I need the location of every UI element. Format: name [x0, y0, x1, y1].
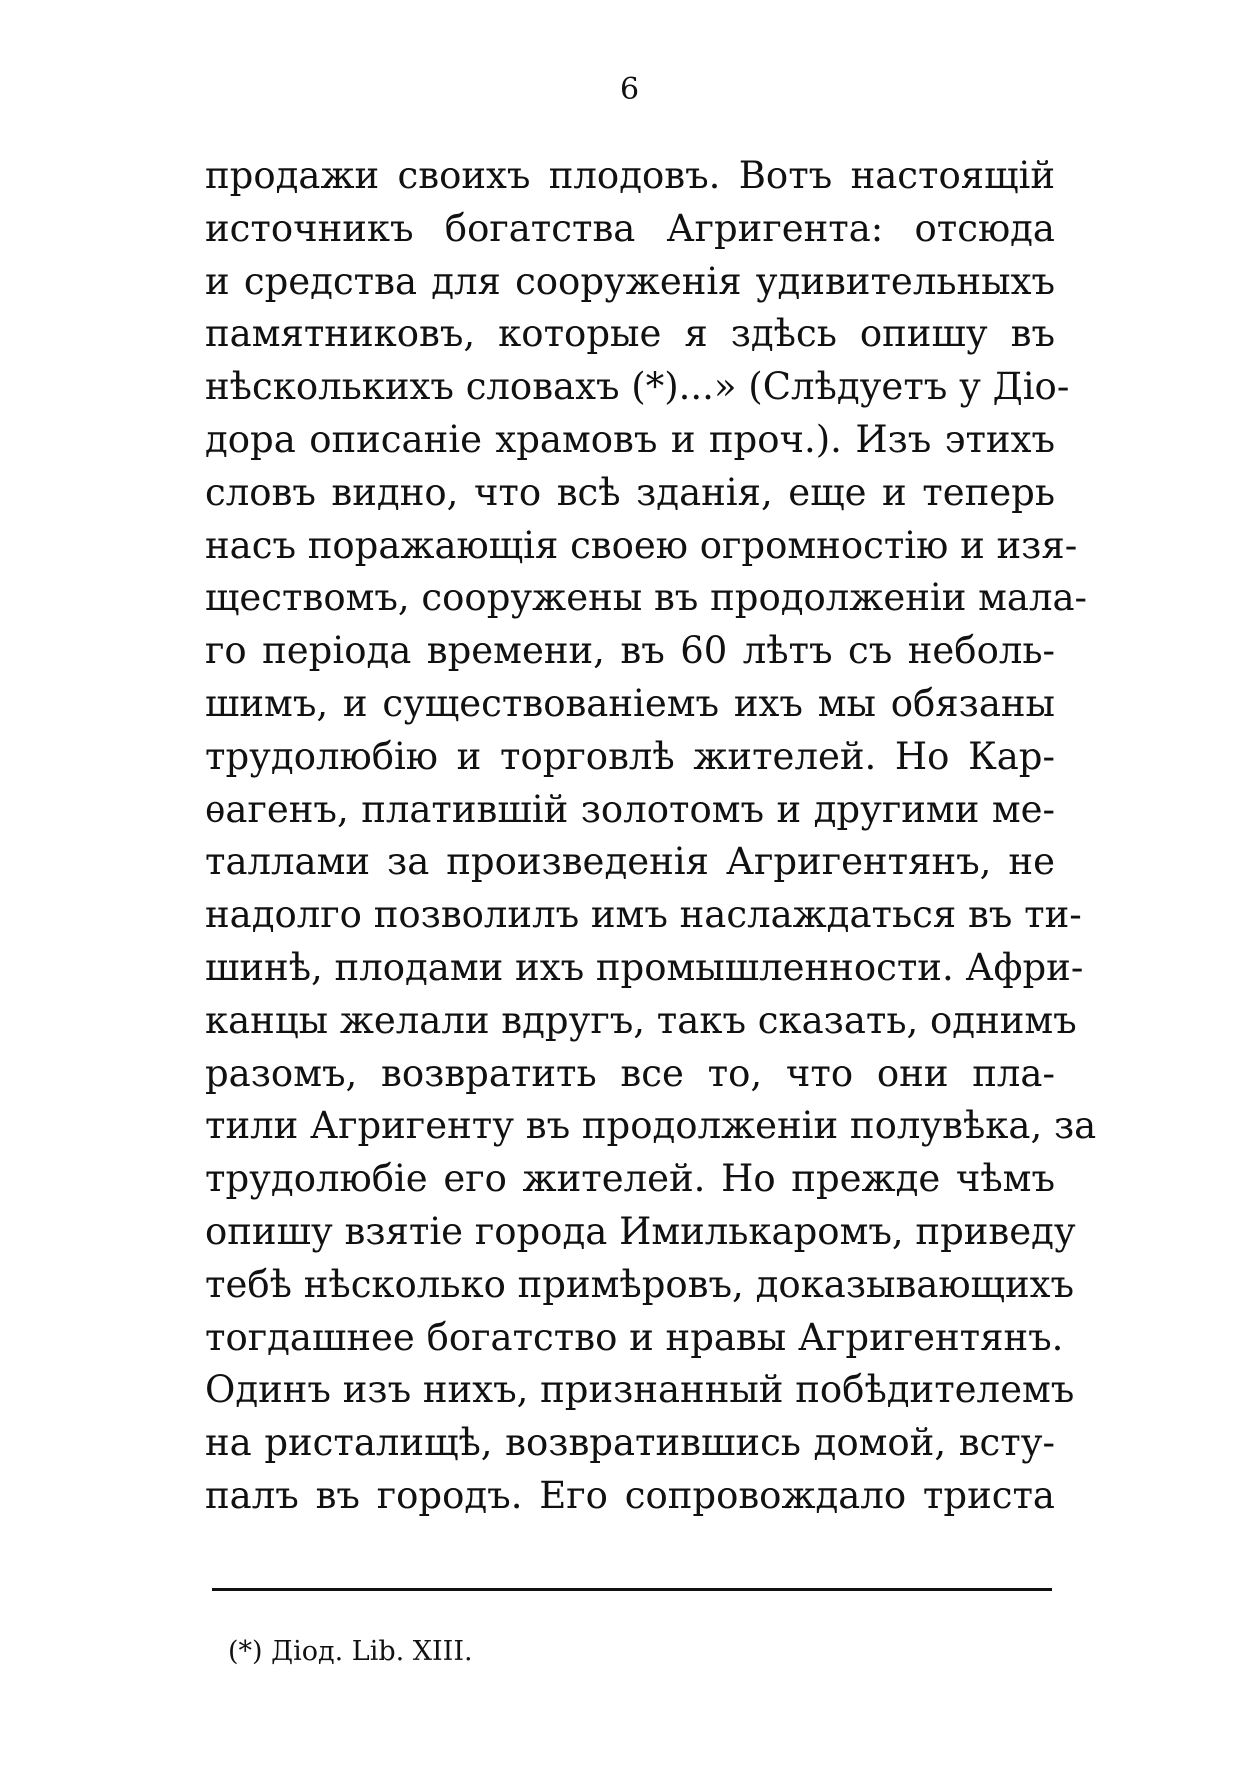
- text-line: разомъ, возвратить все то, что они пла-: [205, 1051, 1055, 1095]
- text-line: на ристалищѣ, возвратившись домой, всту-: [205, 1421, 1055, 1465]
- text-line: Одинъ изъ нихъ, признанный побѣдителемъ: [205, 1368, 1075, 1412]
- text-line: трудолюбію и торговлѣ жителей. Но Кар-: [205, 734, 1055, 778]
- text-line: словъ видно, что всѣ зданія, еще и теперь: [205, 470, 1055, 514]
- text-line: шинѣ, плодами ихъ промышленности. Афри-: [205, 945, 1084, 989]
- text-line: тебѣ нѣсколько примѣровъ, доказывающихъ: [205, 1262, 1075, 1306]
- text-line: канцы желали вдругъ, такъ сказать, однимъ: [205, 998, 1077, 1042]
- text-line: тогдашнее богатство и нравы Агригентянъ.: [205, 1315, 1064, 1359]
- text-line: трудолюбіе его жителей. Но прежде чѣмъ: [205, 1157, 1055, 1201]
- text-line: го періода времени, въ 60 лѣтъ съ неболь-: [205, 629, 1055, 673]
- body-text: [205, 150, 1097, 1523]
- text-line: палъ въ городъ. Его сопровождало триста: [205, 1473, 1055, 1517]
- text-line: тили Агригенту въ продолженіи полувѣка, за: [205, 1104, 1097, 1148]
- text-line: нѣсколькихъ словахъ (*)...» (Слѣдуетъ у Діо-: [205, 365, 1070, 409]
- text-line: памятниковъ, которые я здѣсь опишу въ: [205, 312, 1055, 356]
- text-line: ѳагенъ, платившій золотомъ и другими ме-: [205, 787, 1055, 831]
- text-line: надолго позволилъ имъ наслаждаться въ ти-: [205, 893, 1082, 937]
- text-line: дора описаніе храмовъ и проч.). Изъ этихъ: [205, 417, 1055, 461]
- footnote-divider: [212, 1588, 1052, 1591]
- text-line: таллами за произведенія Агригентянъ, не: [205, 840, 1055, 884]
- text-line: шимъ, и существованіемъ ихъ мы обязаны: [205, 681, 1055, 725]
- text-line: насъ поражающія своею огромностію и изя-: [205, 523, 1078, 567]
- text-line: источникъ богатства Агригента: отсюда: [205, 206, 1055, 250]
- footnote: (*) Діод. Lib. XIII.: [228, 1636, 473, 1667]
- text-line: продажи своихъ плодовъ. Вотъ настоящій: [205, 154, 1055, 197]
- text-line: и средства для сооруженія удивительныхъ: [205, 259, 1055, 303]
- text-line: ществомъ, сооружены въ продолженіи мала-: [205, 576, 1088, 620]
- text-line: опишу взятіе города Имилькаромъ, приведу: [205, 1209, 1076, 1253]
- page-number: 6: [619, 72, 640, 107]
